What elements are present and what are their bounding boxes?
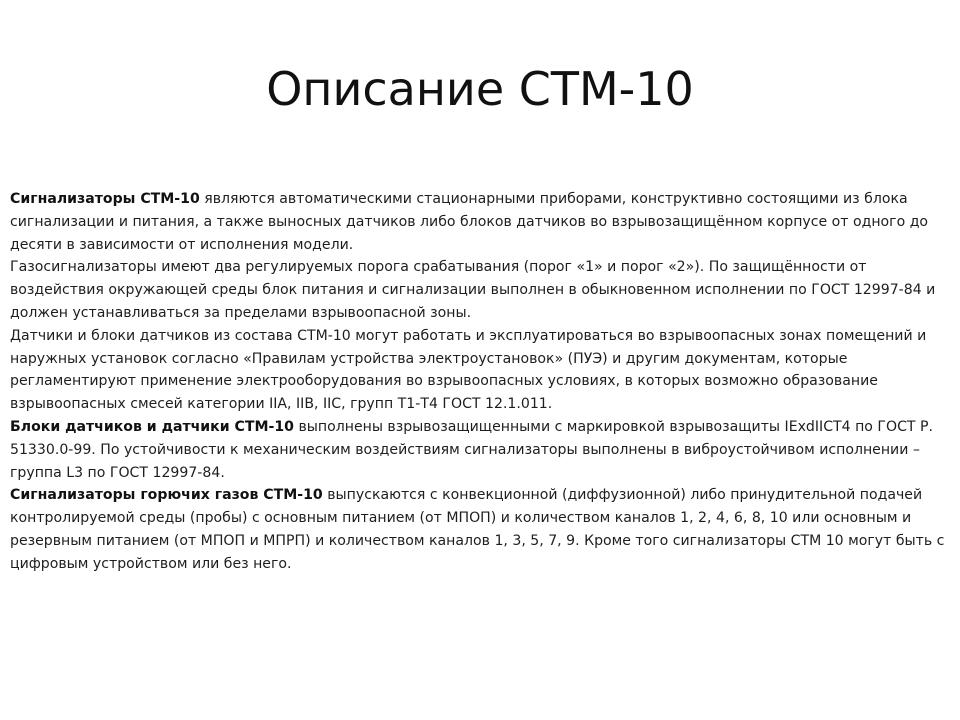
paragraph-5 xyxy=(10,484,950,575)
slide-body xyxy=(10,188,950,576)
paragraph-1 xyxy=(10,188,950,256)
paragraph-5-bold: Сигнализаторы горючих газов СТМ-10 xyxy=(10,487,323,504)
paragraph-4-text: выполнены взрывозащищенными с маркировкой взрывозащиты IExdIICT4 по ГОСТ Р. 51330.0-99. По устойчивости к механическим воздействиям сигнализаторы выполнены в виброустойчивом исполнении – группа L3 по ГОСТ 12997-84. xyxy=(10,418,934,481)
paragraph-4-bold: Блоки датчиков и датчики СТМ-10 xyxy=(10,418,294,435)
paragraph-1-bold: Сигнализаторы СТМ-10 xyxy=(10,191,200,207)
paragraph-2 xyxy=(10,256,950,324)
paragraph-2-text: Газосигнализаторы имеют два регулируемых порога срабатывания (порог «1» и порог «2»). По защищённости от воздействия окружающей среды блок питания и сигнализации выполнен в обыкновенном исполнении по ГОСТ 12997-84 и должен устанавливаться за пределами взрывоопасной зоны. xyxy=(10,259,936,321)
paragraph-3-text: Датчики и блоки датчиков из состава СТМ-10 могут работать и эксплуатироваться во взрывоопасных зонах помещений и наружных установок согласно «Правилам устройства электроустановок» (ПУЭ) и другим документам, которые регламентируют применение электрооборудования во взрывоопасных условиях, в которых возможно образование взрывоопасных смесей категории IIA, IIB, IIC, групп Т1-Т4 ГОСТ 12.1.011. xyxy=(10,327,927,413)
paragraph-4 xyxy=(10,416,950,484)
slide-title: Описание СТМ-10 xyxy=(266,62,694,116)
paragraph-5-text: выпускаются с конвекционной (диффузионной) либо принудительной подачей контролируемой среды (пробы) с основным питанием (от МПОП) и количеством каналов 1, 2, 4, 6, 8, 10 или основным и резервным питанием (от МПОП и МПРП) и количеством каналов 1, 3, 5, 7, 9. Кроме того сигнализаторы СТМ 10 могут быть с цифровым устройством или без него. xyxy=(10,487,945,572)
paragraph-3 xyxy=(10,325,950,416)
paragraph-1-text: являются автоматическими стационарными приборами, конструктивно состоящими из блока сигнализации и питания, а также выносных датчиков либо блоков датчиков во взрывозащищённом корпусе от одного до десяти в зависимости от исполнения модели. xyxy=(10,191,929,253)
